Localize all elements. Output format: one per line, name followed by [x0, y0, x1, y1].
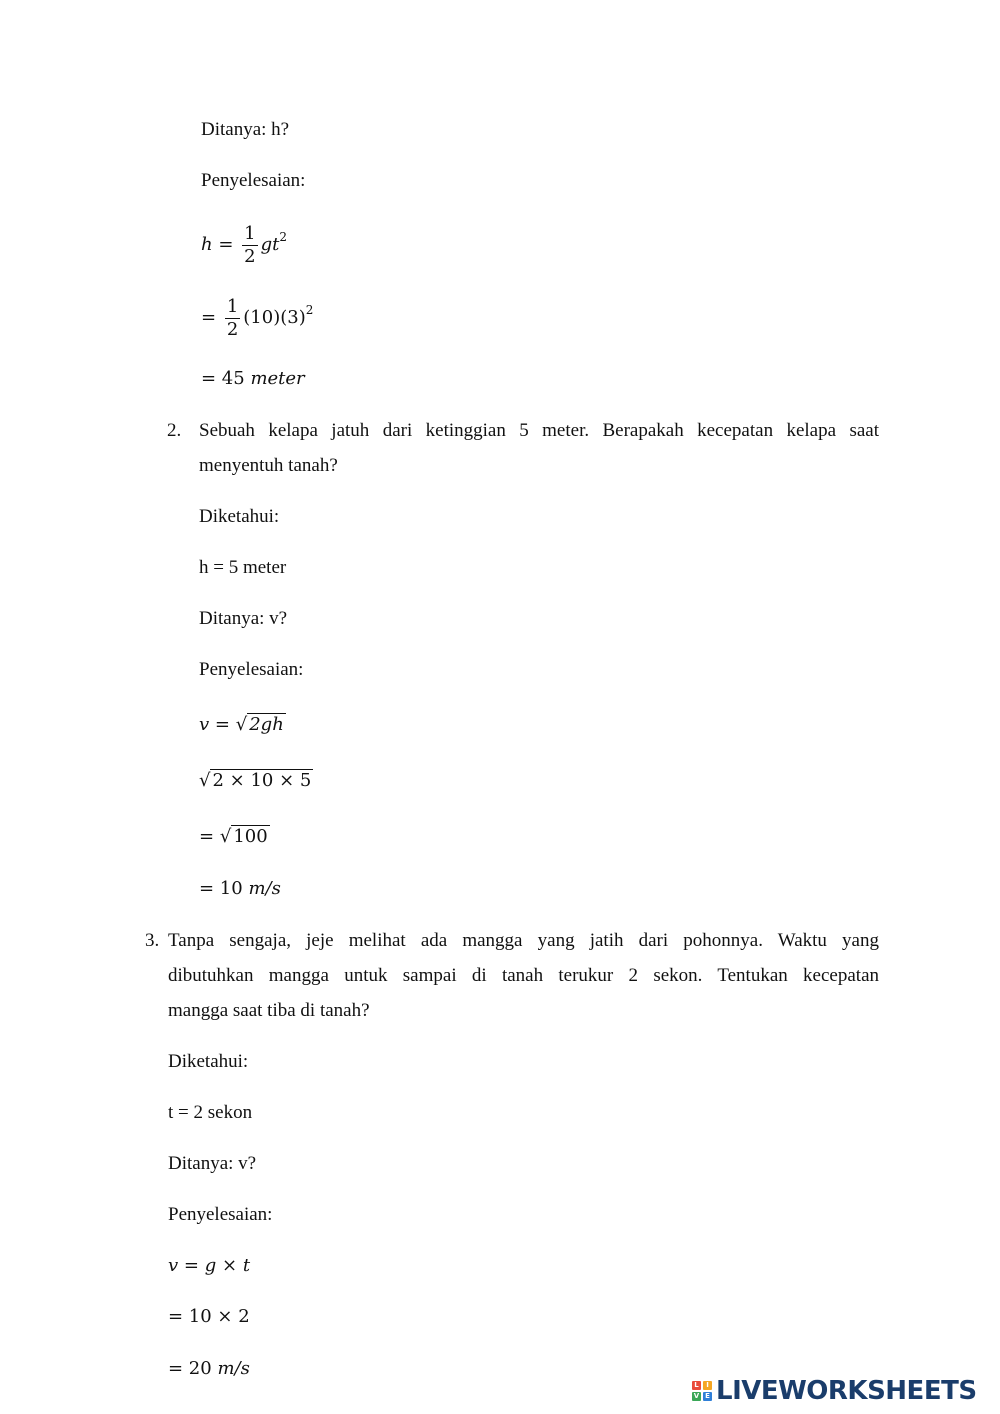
p1-solution-label: Penyelesaian:: [201, 170, 306, 191]
fraction-half: [225, 296, 240, 341]
var-v: v: [199, 714, 210, 735]
p2-solution-label: Penyelesaian:: [199, 659, 304, 680]
logo-icon-tile: L: [692, 1381, 701, 1390]
p3-equation-2: = 10 × 2: [168, 1306, 250, 1327]
var-t: t: [242, 1255, 251, 1276]
radicand: 2gh: [249, 714, 284, 735]
p2-question-line-1: Sebuah kelapa jatuh dari ketinggian 5 meter. Berapakah kecepatan kelapa saat: [199, 420, 879, 441]
fraction-half: [242, 223, 257, 268]
exponent: 2: [305, 303, 314, 317]
p3-asked: Ditanya: v?: [168, 1153, 257, 1174]
logo-icon-tile: I: [703, 1381, 712, 1390]
p3-question-line-1: Tanpa sengaja, jeje melihat ada mangga yang jatih dari pohonnya. Waktu yang: [168, 930, 879, 951]
denominator: 2: [244, 245, 256, 267]
result-value: = 20: [168, 1358, 212, 1379]
p2-equation-2: [199, 769, 313, 793]
radicand: 2 × 10 × 5: [212, 770, 312, 791]
gt-term: gt: [260, 234, 280, 255]
logo-icon-tile: E: [703, 1392, 712, 1401]
equals-sign: =: [183, 1255, 199, 1276]
var-g: g: [204, 1255, 217, 1276]
p3-question-line-3: mangga saat tiba di tanah?: [168, 1000, 370, 1021]
equals-sign: =: [218, 234, 234, 255]
result-unit: m/s: [248, 878, 281, 899]
square-root: √ 2 × 10 × 5: [199, 770, 312, 791]
p2-number: 2.: [167, 420, 182, 441]
numerator: 1: [226, 295, 239, 317]
var-v: v: [168, 1255, 179, 1276]
p3-known-label: Diketahui:: [168, 1051, 249, 1072]
radicand: 100: [233, 826, 268, 847]
times-sign: ×: [222, 1255, 238, 1276]
logo-text: LIVEWORKSHEETS: [716, 1376, 977, 1406]
p2-equation-1: [199, 713, 286, 737]
liveworksheets-logo: [692, 1374, 977, 1408]
p3-equation-3: [168, 1357, 250, 1381]
p3-question-line-2: dibutuhkan mangga untuk sampai di tanah terukur 2 sekon. Tentukan kecepatan: [168, 965, 879, 986]
p1-asked: Ditanya: h?: [201, 119, 290, 140]
exponent: 2: [279, 230, 288, 244]
p2-known-label: Diketahui:: [199, 506, 280, 527]
result-unit: m/s: [217, 1358, 250, 1379]
logo-icon-tile: V: [693, 1392, 700, 1400]
p3-solution-label: Penyelesaian:: [168, 1204, 273, 1225]
equals-sign: =: [214, 714, 230, 735]
result-unit: meter: [250, 368, 305, 389]
p3-equation-1: [168, 1254, 250, 1278]
liveworksheets-logo-icon: [692, 1381, 712, 1401]
p1-equation-3: [201, 367, 305, 391]
p2-equation-4: [199, 877, 281, 901]
p2-asked: Ditanya: v?: [199, 608, 288, 629]
result-value: = 10: [199, 878, 243, 899]
p2-question-line-2: menyentuh tanah?: [199, 455, 338, 476]
equals-sign: =: [199, 826, 215, 847]
p2-known-h: h = 5 meter: [199, 557, 287, 578]
p3-number: 3.: [145, 930, 160, 951]
p2-equation-3: [199, 825, 270, 849]
substitution-term: (10)(3): [243, 307, 306, 328]
square-root: √ 100: [219, 826, 268, 847]
p1-equation-1: [201, 220, 287, 270]
equals-sign: =: [201, 307, 217, 328]
p3-known-t: t = 2 sekon: [168, 1102, 253, 1123]
numerator: 1: [244, 222, 256, 244]
var-h: h: [201, 234, 213, 255]
denominator: 2: [226, 318, 239, 340]
p1-equation-2: [201, 293, 313, 343]
square-root: √ 2gh: [235, 714, 284, 735]
result-value: = 45: [201, 368, 245, 389]
